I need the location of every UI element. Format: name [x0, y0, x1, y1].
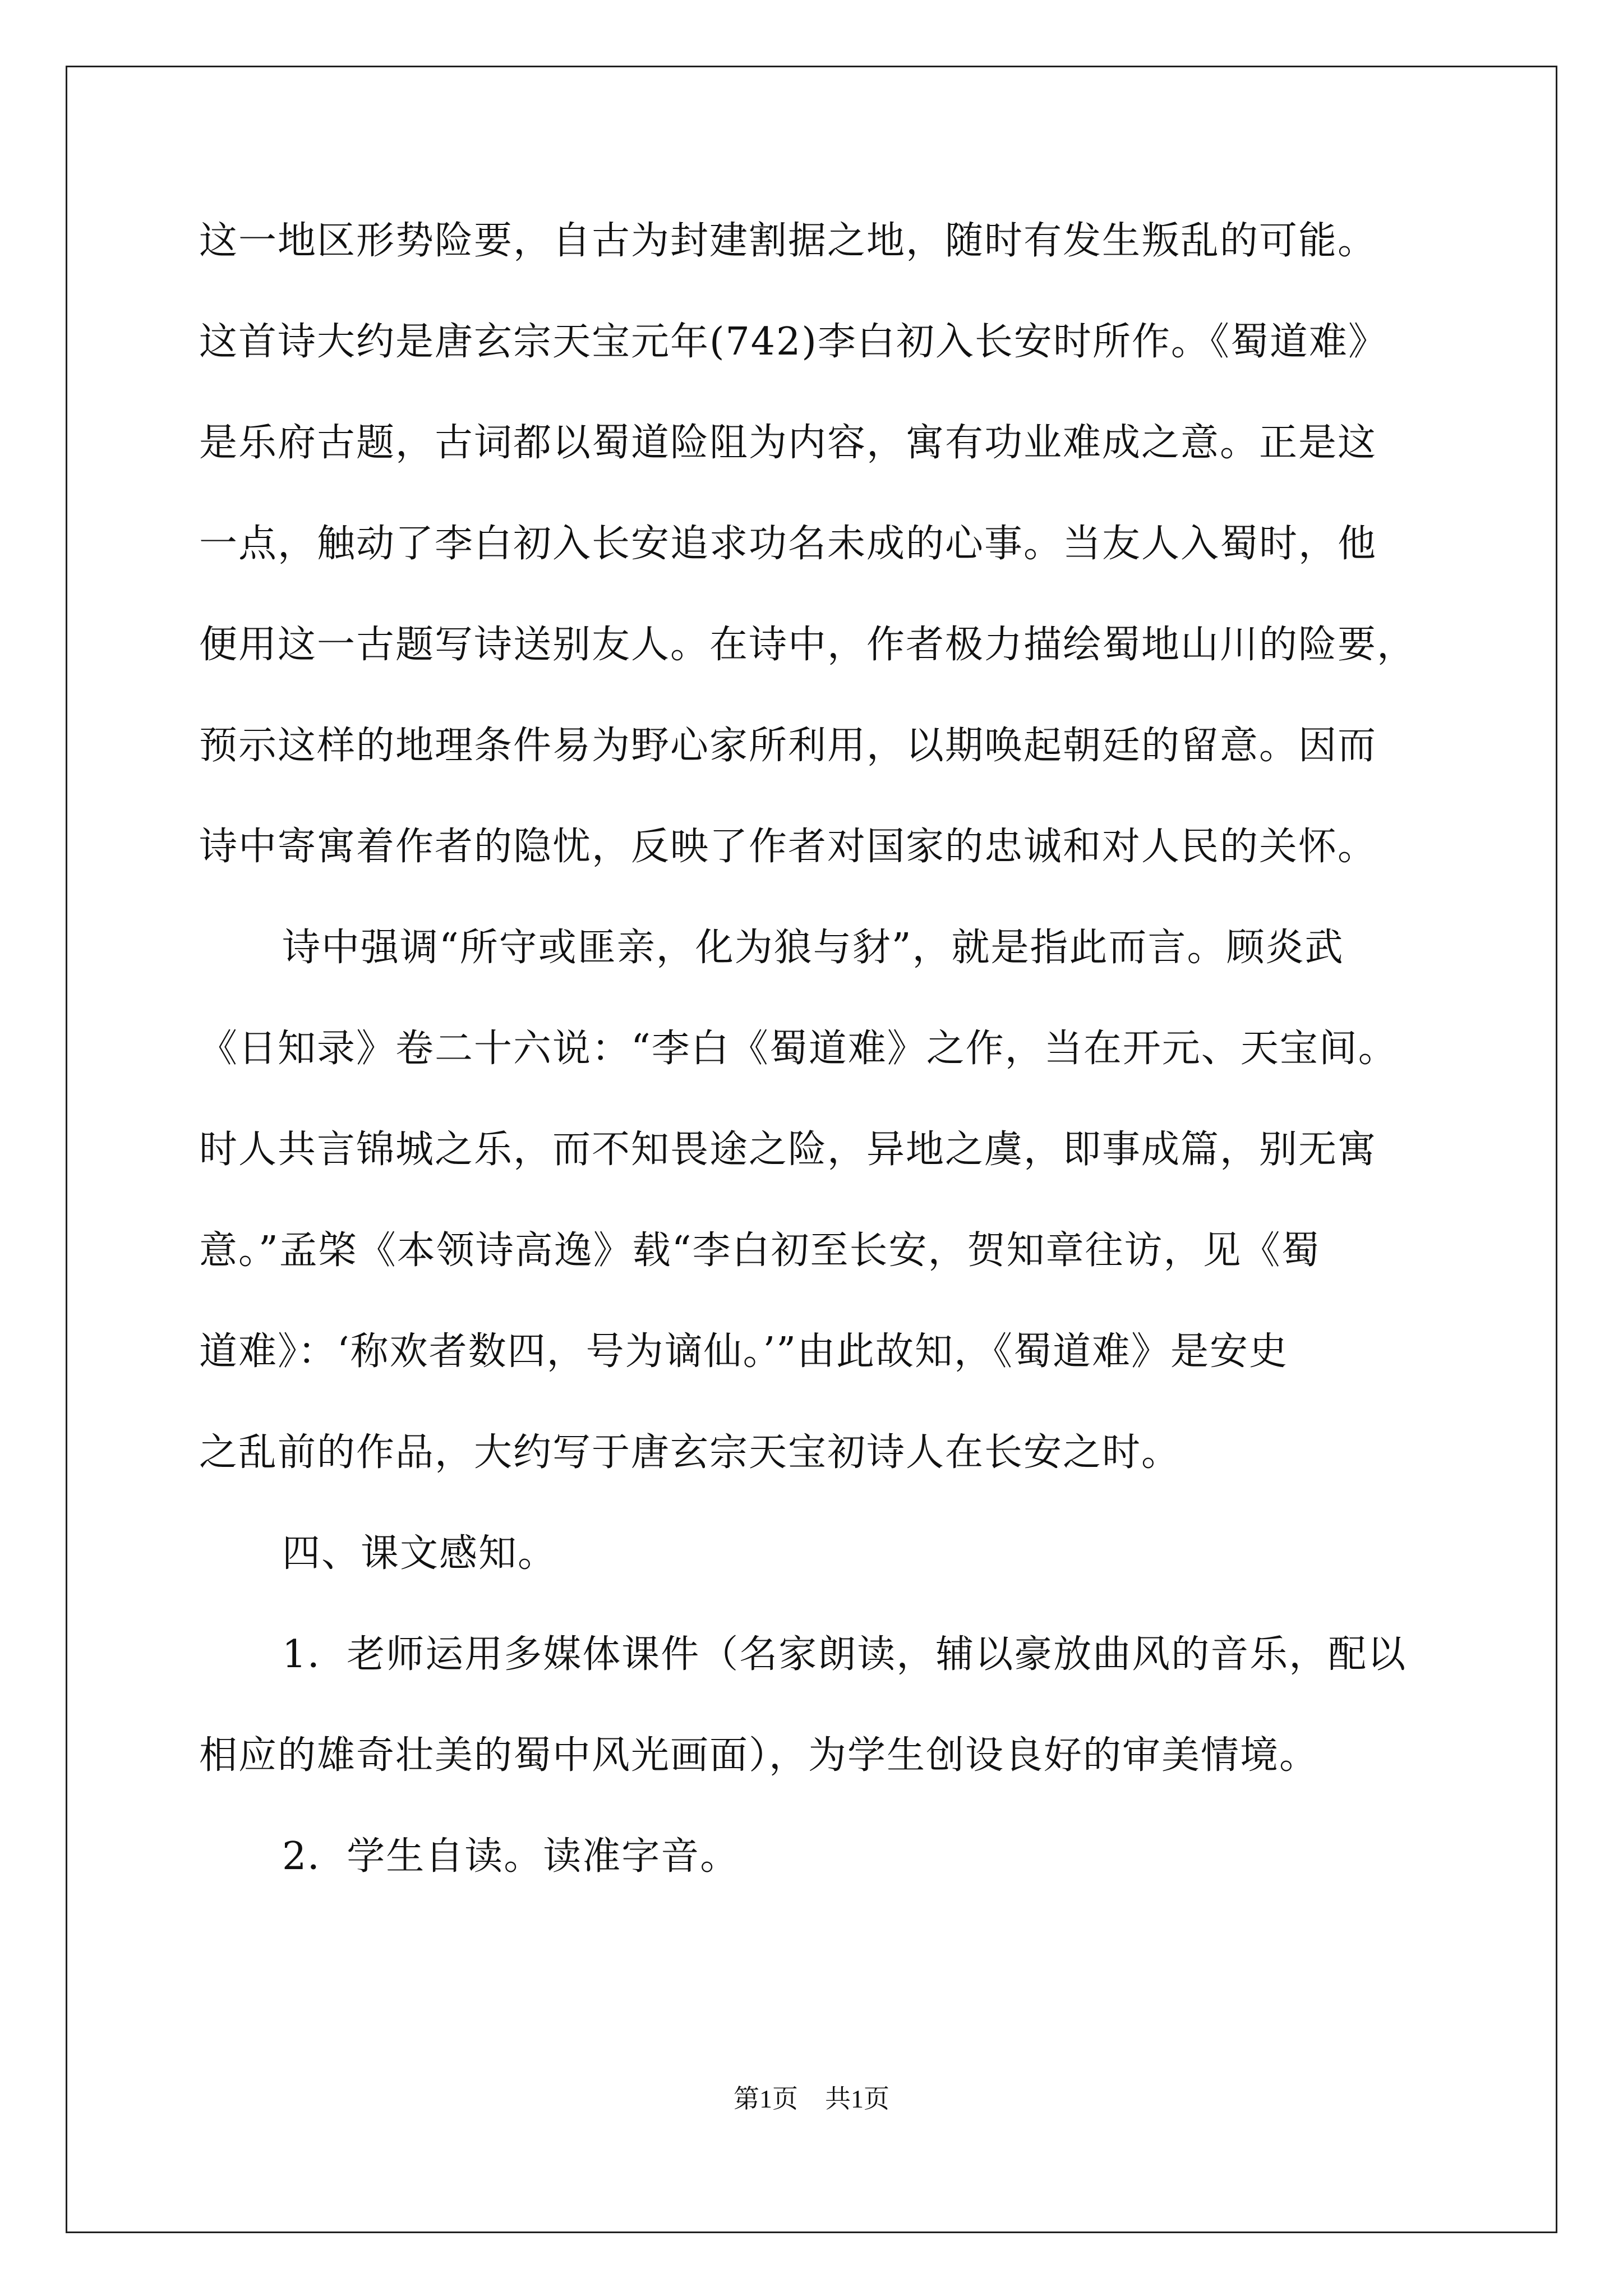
text-line: 预示这样的地理条件易为野心家所利用，以期唤起朝廷的留意。因而 — [199, 724, 1377, 768]
text-line: 诗中寄寓着作者的隐忧，反映了作者对国家的忠诚和对人民的关怀。 — [199, 825, 1377, 869]
text-line: 这首诗大约是唐玄宗天宝元年(742)李白初入长安时所作。《蜀道难》 — [199, 320, 1387, 364]
document-body — [199, 208, 1438, 1924]
text-line: 《日知录》卷二十六说：“李白《蜀道难》之作，当在开元、天宝间。 — [199, 1027, 1398, 1071]
list-item: 1．老师运用多媒体课件（名家朗读，辅以豪放曲风的音乐，配以 — [282, 1632, 1407, 1677]
text-line: 诗中强调“所守或匪亲，化为狼与豺”，就是指此而言。顾炎武 — [282, 926, 1344, 970]
section-heading: 四、课文感知。 — [282, 1531, 557, 1576]
text-line: 相应的雄奇壮美的蜀中风光画面），为学生创设良好的审美情境。 — [199, 1733, 1319, 1778]
text-line: 之乱前的作品，大约写于唐玄宗天宝初诗人在长安之时。 — [199, 1430, 1181, 1475]
page-number: 第1页 — [734, 2085, 798, 2113]
text-line: 便用这一古题写诗送别友人。在诗中，作者极力描绘蜀地山川的险要， — [199, 623, 1417, 667]
text-line: 道难》：‘称欢者数四，号为谪仙。’”由此故知，《蜀道难》是安史 — [199, 1329, 1288, 1374]
text-line: 时人共言锦城之乐，而不知畏途之险，异地之虞，即事成篇，别无寓 — [199, 1128, 1377, 1172]
text-line: 意。”孟棨《本领诗高逸》载“李白初至长安，贺知章往访，见《蜀 — [199, 1228, 1321, 1273]
page-total: 共1页 — [825, 2085, 889, 2113]
list-item: 2．学生自读。读准字音。 — [282, 1834, 740, 1879]
text-line: 这一地区形势险要，自古为封建割据之地，随时有发生叛乱的可能。 — [199, 219, 1377, 263]
text-line: 一点，触动了李白初入长安追求功名未成的心事。当友人入蜀时，他 — [199, 522, 1377, 566]
text-line: 是乐府古题，古词都以蜀道险阻为内容，寓有功业难成之意。正是这 — [199, 421, 1377, 465]
page-footer — [0, 2082, 1623, 2116]
